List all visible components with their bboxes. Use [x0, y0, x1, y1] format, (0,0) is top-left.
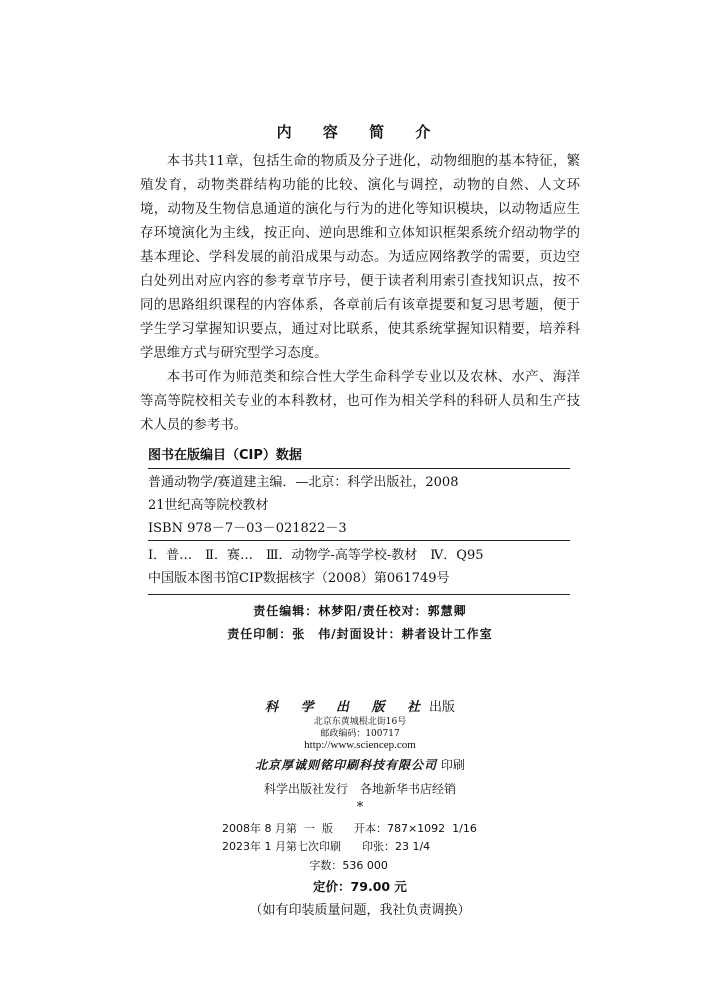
credits-editors: 责任编辑：林梦阳/责任校对：郭慧卿 — [253, 604, 467, 618]
cip-line-isbn: ISBN 978－7－03－021822－3 — [148, 521, 347, 536]
publisher-line — [0, 696, 720, 715]
publisher-url: http://www.sciencep.com — [304, 739, 416, 751]
printer-line — [0, 756, 720, 773]
intro-paragraph-2: 本书可作为师范类和综合性大学生命科学专业以及农林、水产、海洋等高等院校相关专业的本科教材，也可作为相关学科的科研人员和生产技术人员的参考书。 — [140, 370, 580, 433]
cip-top-rule — [148, 468, 570, 469]
cip-bottom-rule — [148, 594, 570, 595]
cip-line-title: 普通动物学/赛道建主编．—北京：科学出版社，2008 — [148, 475, 459, 490]
publisher-name: 科 学 出 版 社 — [264, 700, 430, 715]
cip-line-series: 21世纪高等院校教材 — [148, 498, 269, 513]
edition-line: 2008年 8 月第 一 版 开本：787×1092 1/16 — [222, 822, 477, 835]
cip-block-bottom — [148, 544, 578, 590]
cip-line-cip-number: 中国版本图书馆CIP数据核字（2008）第061749号 — [148, 571, 450, 586]
price: 定价：79.00 元 — [313, 879, 407, 894]
page-title: 内 容 简 介 — [276, 123, 444, 141]
word-count-line: 字数：536 000 — [222, 859, 388, 872]
printer-suffix: 印刷 — [440, 758, 465, 772]
cip-mid-rule — [148, 540, 570, 541]
quality-notice: （如有印装质量问题，我社负责调换） — [249, 903, 471, 918]
credits-production: 责任印制：张 伟/封面设计：耕者设计工作室 — [227, 627, 493, 641]
distribution-line: 科学出版社发行 各地新华书店经销 — [263, 782, 456, 796]
cip-line-classification: Ⅰ．普… Ⅱ．赛… Ⅲ．动物学-高等学校-教材 Ⅳ．Q95 — [148, 548, 484, 563]
separator-star: * — [356, 800, 364, 815]
cip-block-top — [148, 471, 578, 540]
publisher-suffix: 出版 — [429, 700, 456, 715]
intro-paragraph-1: 本书共11章，包括生命的物质及分子进化，动物细胞的基本特征，繁殖发育，动物类群结构功能的比较、演化与调控，动物的自然、人文环境，动物及生物信息通道的演化与行为的进化等知识模块，以动物适应生存环境演化为主线，按正向、逆向思维和立体知识框架系统介绍动物学的基本理论、学科发展的前沿成果与动态。为适应网络教学的需要，页边空白处列出对应内容的参考章节序号，便于读者利用索引查找知识点，按不同的思路组织课程的内容体系，各章前后有该章提要和复习思考题，便于学生学习掌握知识要点，通过对比联系，使其系统掌握知识精要，培养科学思维方式与研究型学习态度。 — [140, 154, 580, 361]
printer-name: 北京厚诚则铭印刷科技有限公司 — [255, 758, 438, 772]
publisher-postcode: 邮政编码：100717 — [320, 729, 400, 739]
intro-section — [140, 150, 580, 438]
cip-heading: 图书在版编目（CIP）数据 — [148, 448, 302, 463]
printing-line: 2023年 1 月第七次印刷 印张：23 1/4 — [222, 840, 431, 853]
publisher-address: 北京东黄城根北街16号 — [313, 717, 407, 727]
